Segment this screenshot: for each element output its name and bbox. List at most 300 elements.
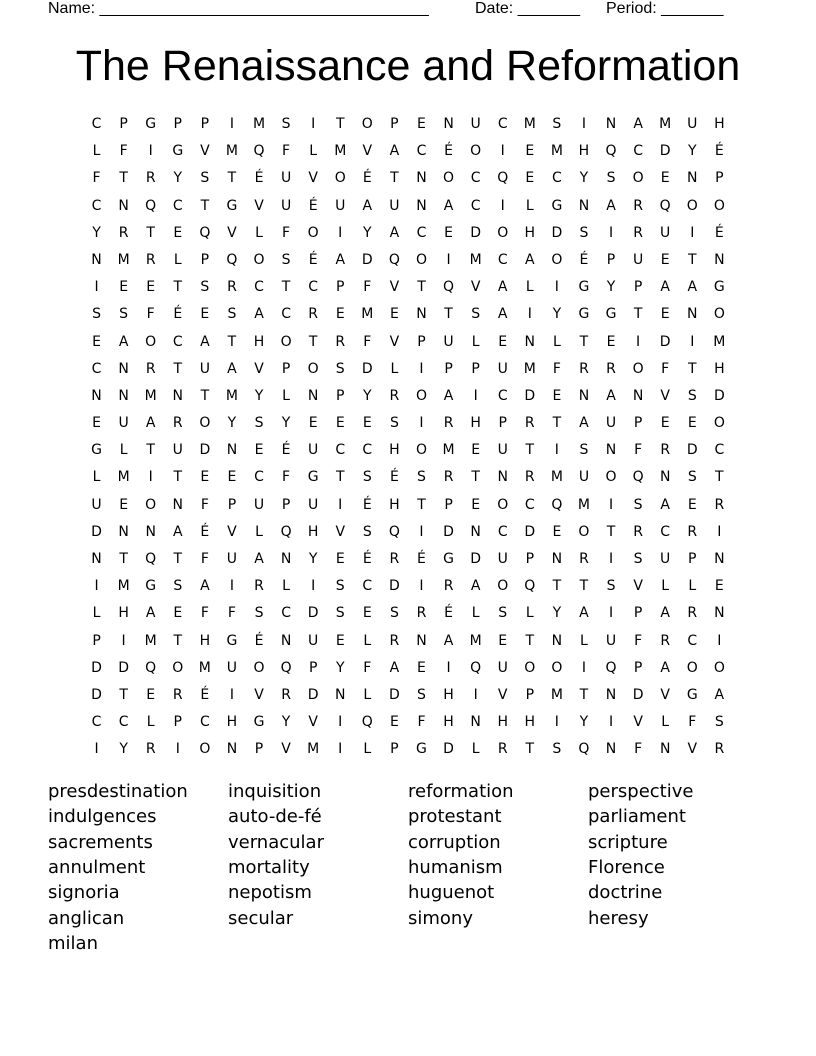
grid-letter: C	[254, 469, 264, 486]
grid-letter: E	[471, 442, 481, 459]
grid-letter: T	[687, 251, 697, 268]
word-bank-item: nepotism	[228, 882, 312, 904]
grid-letter: E	[119, 279, 129, 296]
grid-letter: H	[307, 523, 319, 540]
grid-letter: E	[92, 333, 101, 350]
grid-letter: F	[200, 551, 209, 567]
grid-letter: C	[714, 442, 725, 459]
grid-letter: I	[446, 659, 451, 676]
grid-letter: N	[497, 469, 508, 486]
grid-letter: G	[713, 279, 725, 296]
grid-letter: A	[335, 251, 346, 268]
grid-letter: I	[175, 741, 180, 758]
grid-letter: Y	[335, 659, 345, 676]
grid-letter: R	[660, 632, 671, 649]
grid-row	[83, 439, 733, 466]
grid-letter: F	[634, 741, 643, 758]
grid-letter: Q	[551, 496, 563, 513]
grid-row	[83, 249, 733, 276]
grid-letter: P	[336, 387, 345, 404]
grid-letter: V	[308, 170, 318, 187]
grid-letter: Q	[524, 578, 536, 595]
grid-letter: V	[200, 143, 210, 160]
grid-letter: O	[253, 659, 265, 676]
grid-letter: T	[119, 170, 128, 187]
grid-letter: C	[497, 251, 508, 268]
grid-letter: T	[417, 496, 426, 513]
grid-letter: E	[335, 306, 345, 323]
grid-letter: A	[443, 387, 454, 404]
grid-letter: S	[254, 415, 264, 432]
grid-letter: Q	[199, 224, 211, 241]
grid-letter: R	[389, 551, 400, 567]
grid-letter: H	[199, 632, 211, 649]
grid-letter: S	[335, 360, 345, 377]
grid-letter: A	[145, 415, 156, 432]
grid-letter: Q	[470, 659, 482, 676]
grid-letter: D	[91, 659, 102, 676]
grid-letter: U	[605, 415, 617, 432]
grid-letter: R	[172, 686, 183, 703]
grid-letter: D	[307, 686, 319, 703]
grid-letter: E	[498, 632, 508, 649]
grid-letter: C	[308, 279, 319, 296]
grid-letter: D	[361, 251, 373, 268]
word-bank	[48, 781, 768, 961]
grid-letter: Q	[145, 197, 157, 214]
grid-letter: N	[172, 387, 184, 404]
grid-letter: O	[199, 741, 211, 758]
grid-letter: S	[714, 714, 724, 731]
word-bank-item: inquisition	[228, 781, 322, 802]
grid-letter: É	[200, 523, 210, 540]
grid-letter: D	[389, 686, 400, 703]
grid-letter: P	[633, 659, 643, 676]
grid-letter: T	[146, 442, 155, 459]
grid-letter: O	[497, 224, 509, 241]
grid-letter: Y	[308, 551, 318, 567]
grid-letter: Y	[92, 224, 101, 241]
grid-letter: L	[363, 686, 372, 703]
grid-letter: E	[525, 143, 535, 160]
grid-letter: C	[660, 523, 671, 540]
grid-letter: N	[280, 551, 292, 567]
grid-row	[83, 113, 733, 140]
grid-letter: O	[145, 333, 157, 350]
word-bank-item: simony	[408, 907, 473, 929]
word-bank-item: annulment	[48, 856, 146, 878]
grid-letter: S	[633, 496, 643, 513]
grid-letter: O	[307, 360, 319, 377]
grid-letter: R	[660, 442, 671, 459]
grid-letter: E	[525, 170, 535, 187]
grid-letter: V	[470, 279, 481, 296]
grid-letter: Y	[579, 170, 589, 187]
grid-letter: L	[525, 605, 534, 622]
grid-letter: S	[362, 469, 372, 486]
grid-letter: U	[497, 442, 508, 459]
grid-letter: I	[419, 578, 424, 595]
grid-letter: G	[416, 741, 427, 758]
grid-letter: E	[606, 333, 616, 350]
grid-letter: D	[470, 224, 482, 241]
grid-letter: R	[497, 741, 508, 758]
grid-letter: I	[419, 360, 424, 377]
grid-letter: S	[687, 469, 697, 486]
grid-letter: A	[606, 387, 616, 404]
grid-letter: N	[91, 551, 102, 567]
grid-letter: É	[362, 170, 372, 187]
grid-letter: N	[687, 306, 698, 323]
word-bank-item: secular	[228, 907, 294, 929]
grid-letter: I	[148, 469, 153, 486]
grid-letter: I	[419, 523, 424, 540]
grid-letter: N	[605, 741, 617, 758]
word-bank-item: milan	[48, 932, 98, 954]
grid-letter: T	[687, 360, 697, 377]
grid-letter: I	[717, 523, 722, 540]
grid-row	[83, 358, 733, 385]
grid-letter: N	[605, 442, 617, 459]
grid-letter: E	[335, 632, 345, 649]
grid-letter: U	[199, 360, 210, 377]
grid-letter: Q	[605, 143, 617, 160]
grid-letter: T	[390, 170, 399, 187]
grid-letter: I	[690, 224, 695, 241]
grid-letter: T	[173, 551, 183, 567]
grid-letter: G	[253, 714, 265, 731]
grid-letter: A	[470, 578, 481, 595]
grid-letter: P	[119, 116, 128, 132]
grid-letter: L	[471, 333, 480, 350]
grid-letter: N	[118, 387, 129, 404]
grid-letter: O	[497, 496, 509, 513]
grid-letter: R	[281, 686, 291, 703]
grid-letter: E	[146, 279, 156, 296]
grid-letter: A	[200, 333, 210, 350]
grid-letter: S	[173, 578, 183, 595]
grid-letter: C	[633, 143, 643, 160]
grid-letter: M	[117, 578, 130, 595]
grid-letter: P	[200, 251, 210, 268]
word-bank-item: mortality	[228, 856, 310, 878]
grid-letter: É	[308, 197, 318, 214]
grid-letter: N	[416, 632, 427, 649]
grid-letter: A	[660, 279, 670, 296]
grid-letter: L	[525, 197, 534, 214]
grid-letter: U	[280, 170, 292, 187]
grid-letter: S	[417, 469, 426, 486]
word-bank-item: parliament	[588, 806, 686, 828]
grid-letter: S	[633, 551, 643, 567]
grid-letter: S	[281, 116, 291, 132]
grid-letter: L	[580, 632, 588, 649]
grid-letter: I	[554, 442, 559, 459]
grid-row	[83, 303, 733, 330]
grid-letter: C	[199, 714, 210, 731]
grid-letter: A	[443, 197, 454, 214]
grid-letter: S	[227, 306, 237, 323]
grid-letter: S	[687, 387, 697, 404]
grid-letter: P	[417, 333, 426, 350]
grid-letter: É	[173, 306, 183, 323]
grid-letter: S	[92, 306, 101, 323]
grid-letter: S	[552, 116, 562, 132]
grid-letter: U	[91, 496, 102, 513]
grid-letter: U	[443, 333, 454, 350]
grid-letter: N	[118, 360, 129, 377]
grid-letter: N	[280, 632, 292, 649]
grid-letter: U	[308, 442, 319, 459]
grid-letter: N	[91, 387, 102, 404]
grid-letter: Y	[363, 224, 372, 241]
grid-letter: A	[172, 523, 183, 540]
grid-letter: U	[632, 251, 644, 268]
grid-letter: U	[308, 632, 319, 649]
grid-letter: G	[226, 197, 238, 214]
grid-letter: P	[390, 741, 399, 758]
grid-letter: H	[578, 143, 590, 160]
grid-letter: V	[660, 387, 670, 404]
grid-letter: E	[687, 496, 697, 513]
grid-letter: M	[550, 469, 563, 486]
grid-letter: T	[227, 333, 237, 350]
grid-letter: I	[338, 496, 343, 513]
grid-letter: R	[254, 578, 264, 595]
grid-letter: R	[579, 360, 589, 377]
grid-letter: T	[715, 469, 724, 486]
grid-letter: Q	[578, 741, 590, 758]
grid-letter: O	[280, 333, 292, 350]
grid-letter: P	[281, 360, 291, 377]
grid-row	[83, 276, 733, 303]
grid-letter: N	[91, 251, 102, 268]
grid-letter: C	[281, 605, 291, 622]
grid-letter: U	[497, 360, 508, 377]
grid-letter: É	[714, 224, 724, 241]
grid-letter: P	[173, 714, 182, 731]
grid-letter: E	[552, 387, 562, 404]
grid-letter: N	[714, 551, 725, 567]
grid-letter: M	[442, 442, 455, 459]
grid-letter: I	[338, 224, 343, 241]
grid-letter: S	[281, 251, 291, 268]
grid-letter: P	[227, 496, 237, 513]
grid-letter: T	[119, 551, 128, 567]
grid-row	[83, 711, 733, 738]
grid-letter: E	[498, 333, 508, 350]
grid-letter: H	[524, 714, 536, 731]
grid-letter: C	[118, 714, 129, 731]
grid-letter: O	[686, 197, 698, 214]
grid-letter: F	[282, 469, 291, 486]
grid-letter: U	[497, 659, 508, 676]
grid-letter: T	[119, 686, 128, 703]
grid-row	[83, 195, 733, 222]
grid-letter: I	[608, 605, 614, 622]
grid-letter: T	[525, 442, 535, 459]
grid-letter: S	[389, 605, 399, 622]
grid-letter: E	[362, 415, 372, 432]
grid-letter: U	[687, 116, 698, 132]
grid-row	[83, 494, 733, 521]
grid-letter: G	[145, 116, 157, 132]
grid-letter: E	[119, 496, 129, 513]
grid-letter: U	[335, 197, 346, 214]
grid-letter: C	[551, 170, 562, 187]
grid-letter: É	[254, 632, 264, 649]
grid-letter: D	[470, 551, 482, 567]
grid-letter: O	[172, 659, 184, 676]
grid-letter: É	[254, 170, 264, 187]
grid-letter: F	[363, 279, 372, 296]
grid-letter: Q	[605, 659, 617, 676]
grid-letter: F	[227, 605, 236, 622]
grid-letter: P	[498, 415, 507, 432]
grid-letter: U	[172, 442, 183, 459]
grid-letter: S	[389, 415, 399, 432]
grid-letter: P	[688, 551, 697, 567]
grid-letter: I	[554, 714, 559, 731]
grid-letter: E	[660, 415, 670, 432]
grid-row	[83, 630, 733, 657]
grid-letter: L	[552, 333, 561, 350]
grid-letter: T	[308, 333, 318, 350]
worksheet-header	[48, 0, 748, 20]
grid-letter: I	[446, 251, 451, 268]
grid-letter: A	[443, 632, 454, 649]
grid-letter: H	[524, 224, 536, 241]
grid-letter: Y	[119, 741, 128, 758]
grid-letter: T	[173, 469, 183, 486]
grid-letter: F	[146, 306, 155, 323]
grid-letter: A	[227, 360, 237, 377]
word-bank-item: anglican	[48, 907, 125, 929]
grid-letter: O	[605, 469, 617, 486]
grid-letter: N	[524, 333, 536, 350]
grid-letter: U	[226, 659, 238, 676]
grid-letter: L	[282, 578, 290, 595]
grid-letter: M	[144, 387, 157, 404]
grid-letter: T	[525, 741, 535, 758]
grid-letter: O	[632, 360, 644, 377]
grid-letter: T	[227, 170, 237, 187]
grid-letter: E	[660, 306, 670, 323]
grid-letter: I	[311, 578, 316, 595]
grid-letter: S	[471, 306, 481, 323]
grid-letter: A	[714, 686, 725, 703]
grid-letter: Q	[145, 551, 157, 567]
grid-letter: D	[659, 143, 671, 160]
grid-letter: I	[500, 197, 505, 214]
grid-letter: O	[199, 415, 211, 432]
grid-letter: O	[361, 116, 373, 132]
grid-letter: N	[416, 306, 427, 323]
grid-row	[83, 521, 733, 548]
grid-letter: N	[470, 714, 481, 731]
grid-letter: A	[389, 224, 400, 241]
grid-row	[83, 575, 733, 602]
grid-letter: M	[550, 686, 563, 703]
grid-letter: G	[686, 686, 698, 703]
grid-letter: L	[661, 578, 670, 595]
grid-letter: C	[687, 632, 698, 649]
grid-letter: L	[146, 714, 155, 731]
grid-letter: P	[444, 496, 453, 513]
word-bank-item: corruption	[408, 831, 501, 853]
grid-letter: T	[552, 415, 562, 432]
grid-letter: Y	[579, 714, 589, 731]
grid-letter: S	[335, 578, 345, 595]
period-field-label: Period: _______	[606, 0, 724, 17]
grid-letter: G	[578, 306, 590, 323]
grid-letter: N	[226, 442, 238, 459]
grid-letter: R	[145, 170, 156, 187]
grid-letter: T	[471, 469, 480, 486]
grid-letter: L	[363, 741, 372, 758]
grid-letter: H	[443, 714, 454, 731]
grid-letter: U	[497, 551, 508, 567]
grid-letter: E	[200, 469, 210, 486]
grid-letter: L	[92, 605, 101, 622]
grid-letter: G	[307, 469, 319, 486]
grid-letter: T	[200, 387, 210, 404]
grid-letter: V	[335, 523, 346, 540]
grid-letter: L	[309, 143, 318, 160]
grid-letter: R	[524, 415, 535, 432]
grid-letter: A	[579, 415, 589, 432]
grid-letter: C	[172, 197, 183, 214]
grid-letter: C	[470, 197, 481, 214]
grid-letter: N	[659, 741, 671, 758]
grid-letter: H	[714, 360, 725, 377]
grid-letter: F	[92, 170, 101, 187]
grid-letter: A	[579, 605, 589, 622]
grid-letter: R	[145, 360, 156, 377]
grid-letter: C	[416, 224, 427, 241]
grid-letter: A	[606, 197, 616, 214]
grid-letter: M	[144, 632, 157, 649]
grid-letter: É	[417, 551, 426, 567]
grid-letter: S	[119, 306, 129, 323]
grid-letter: O	[415, 387, 427, 404]
grid-letter: N	[605, 686, 617, 703]
grid-letter: V	[633, 578, 643, 595]
grid-letter: I	[527, 306, 532, 323]
grid-letter: M	[307, 741, 320, 758]
grid-letter: I	[608, 224, 614, 241]
grid-letter: T	[525, 632, 535, 649]
grid-letter: S	[200, 279, 210, 296]
grid-letter: T	[417, 279, 426, 296]
grid-letter: O	[253, 251, 265, 268]
grid-letter: I	[608, 496, 614, 513]
grid-letter: Q	[280, 523, 292, 540]
grid-letter: F	[200, 496, 209, 513]
grid-letter: I	[229, 686, 234, 703]
grid-letter: T	[579, 333, 589, 350]
grid-letter: P	[633, 605, 643, 622]
word-bank-item: vernacular	[228, 831, 324, 853]
grid-letter: R	[172, 415, 183, 432]
grid-letter: A	[497, 306, 508, 323]
grid-letter: L	[688, 578, 697, 595]
grid-letter: U	[308, 496, 319, 513]
grid-letter: P	[471, 360, 480, 377]
grid-letter: H	[443, 686, 454, 703]
grid-letter: V	[308, 714, 318, 731]
grid-letter: N	[416, 170, 427, 187]
